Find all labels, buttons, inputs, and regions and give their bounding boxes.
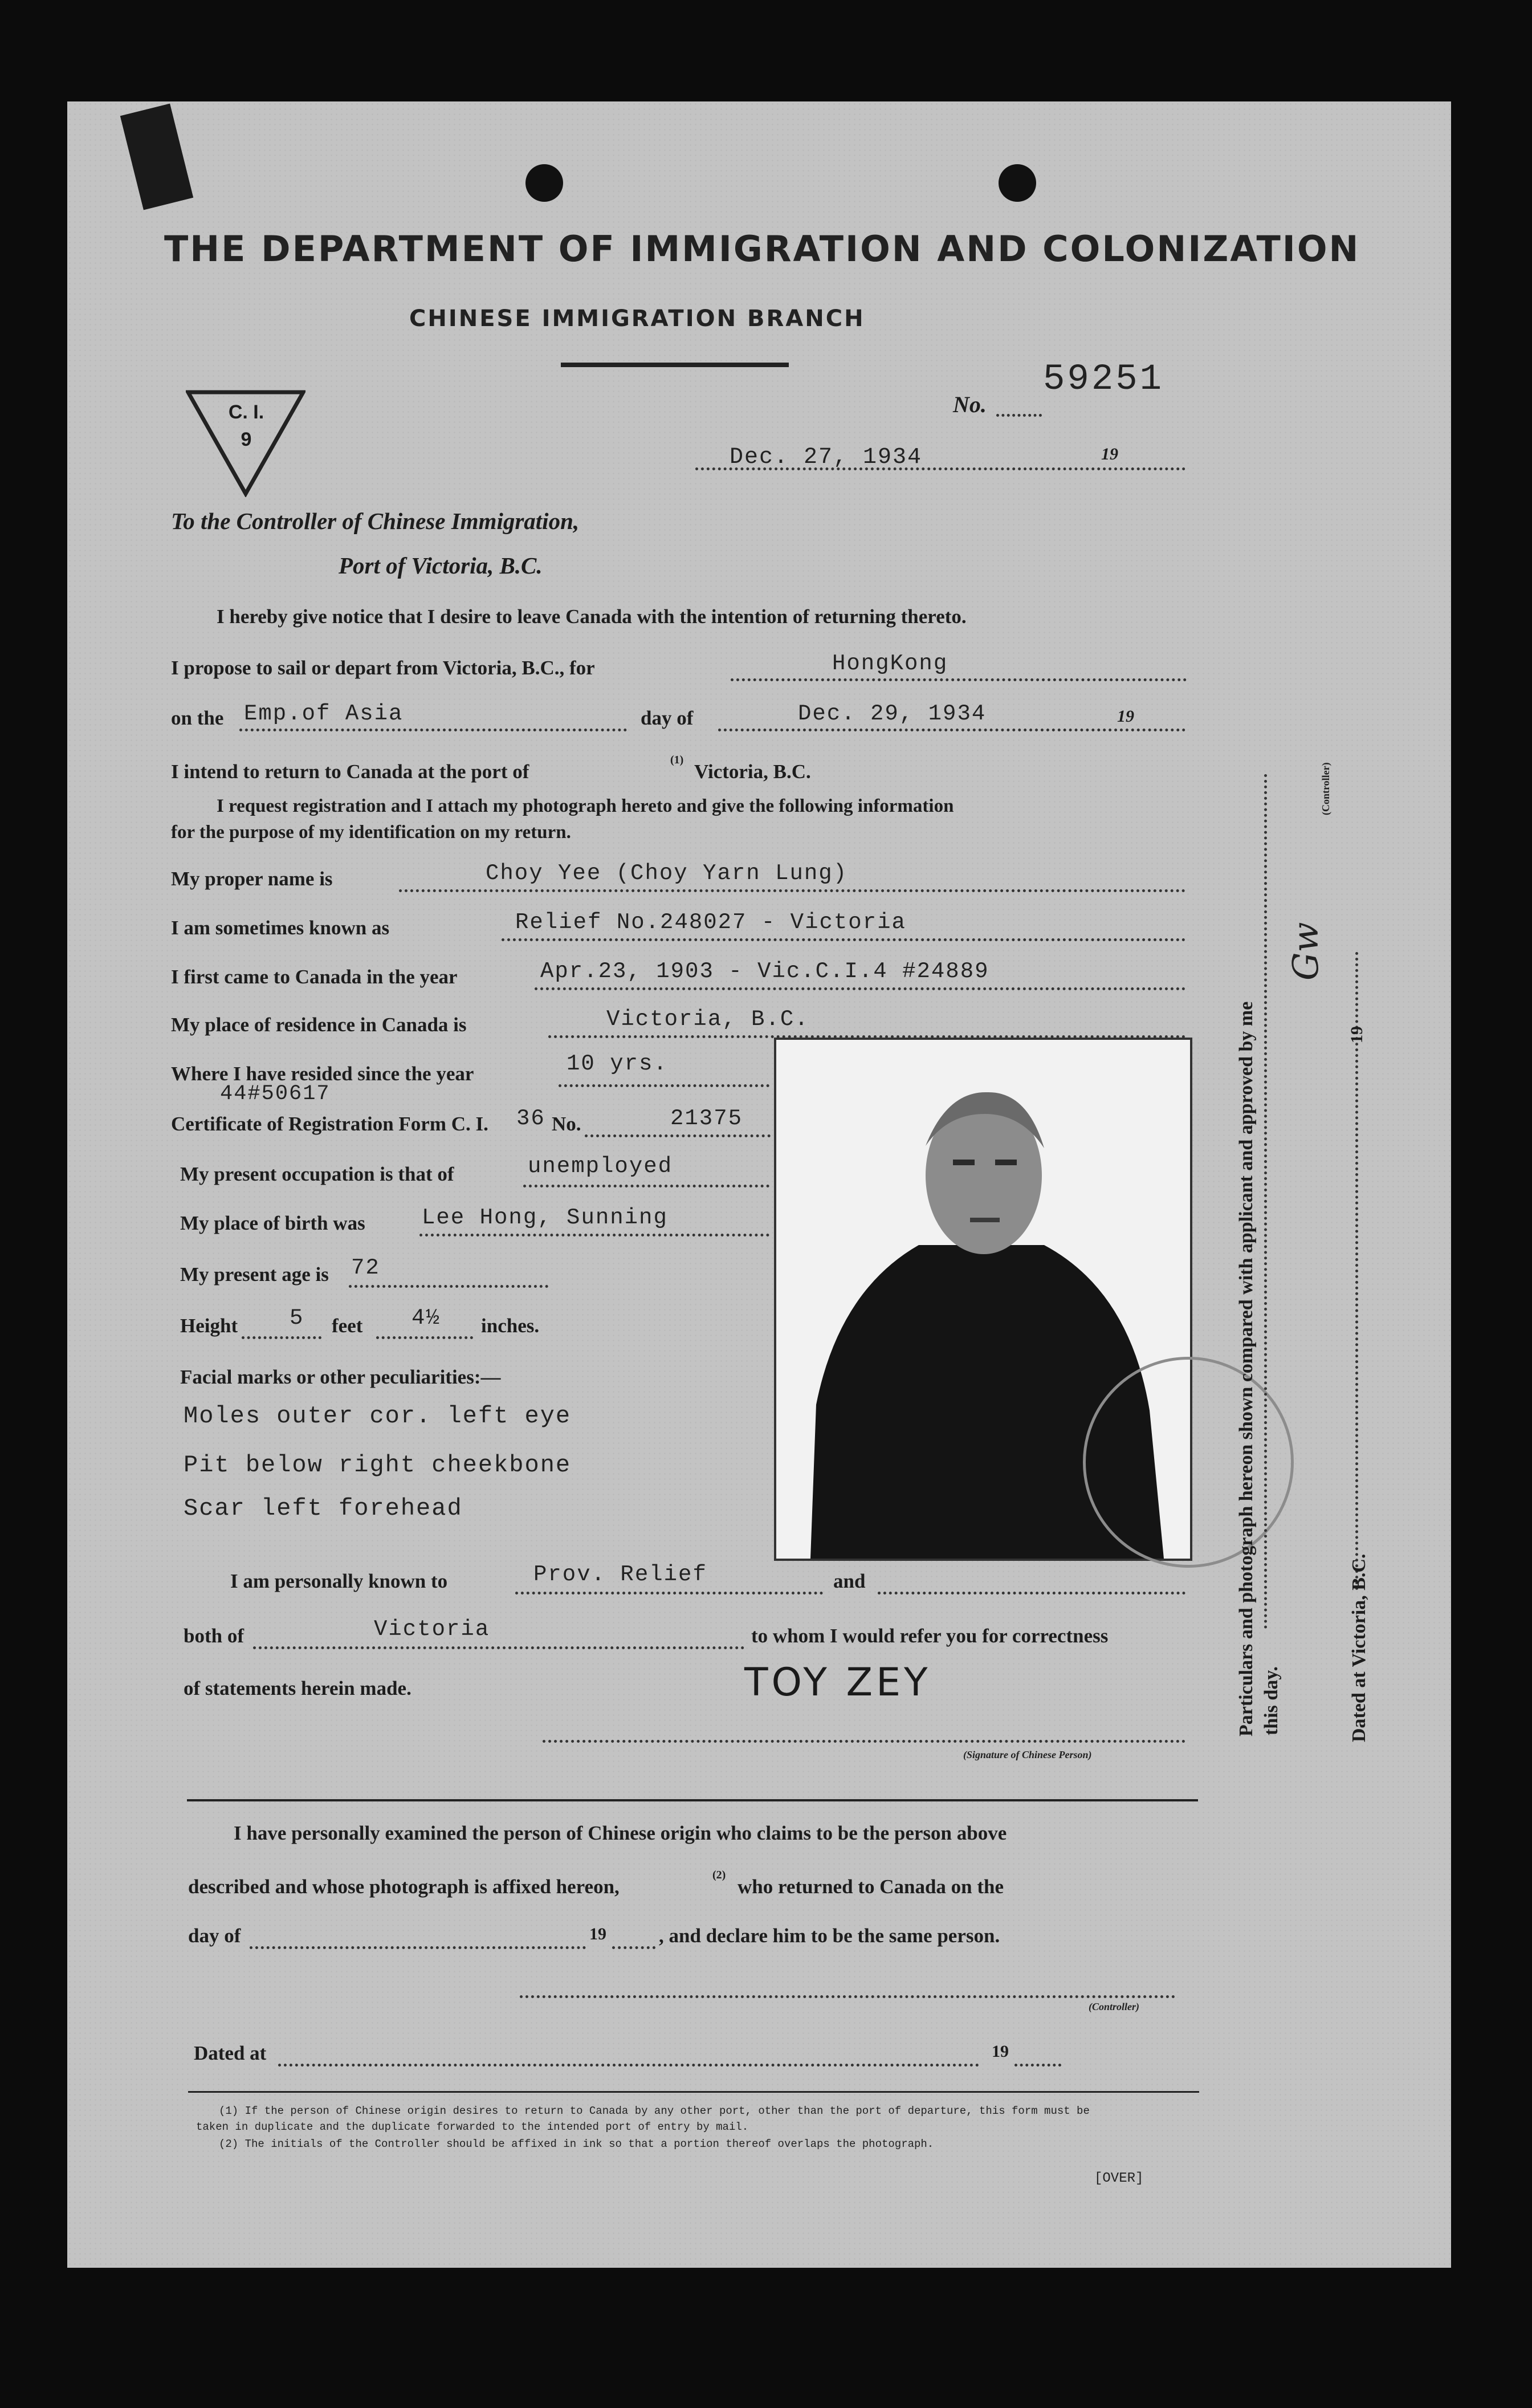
number-label: No.	[953, 392, 987, 417]
birth-value: Lee Hong, Sunning	[422, 1205, 668, 1230]
exam-line2-sup: (2)	[712, 1869, 726, 1881]
form-code-bottom: 9	[241, 429, 252, 450]
form-code-badge	[186, 389, 305, 500]
header-rule	[561, 363, 789, 367]
sail-year-suffix: 19	[1117, 707, 1134, 726]
height-feet-line	[242, 1336, 321, 1339]
sail-date-line	[718, 729, 1185, 731]
footnote-divider	[188, 2091, 1199, 2093]
and-label: and	[833, 1570, 866, 1592]
side-controller-caption: (Controller)	[1320, 762, 1331, 815]
return-port-value: Victoria, B.C.	[694, 760, 811, 783]
over-label: [OVER]	[1094, 2171, 1144, 2186]
return-superscript: (1)	[670, 754, 684, 766]
request-line1: I request registration and I attach my photograph hereto and give the following information	[217, 796, 954, 816]
known-as-line	[502, 938, 1185, 941]
known-as-value: Relief No.248027 - Victoria	[515, 910, 906, 935]
resided-since-label: Where I have resided since the year	[171, 1063, 474, 1085]
refer-label: to whom I would refer you for correctness	[751, 1625, 1109, 1647]
known-as-label: I am sometimes known as	[171, 917, 390, 939]
exam-line1: I have personally examined the person of Chinese origin who claims to be the person above	[234, 1822, 1007, 1844]
exam-controller-caption: (Controller)	[1089, 2001, 1140, 2012]
statements-label: of statements herein made.	[184, 1677, 411, 1699]
on-the-label: on the	[171, 707, 224, 729]
punch-hole-left	[525, 164, 563, 202]
exam-day-line	[250, 1946, 586, 1949]
proper-name-value: Choy Yee (Choy Yarn Lung)	[486, 861, 848, 886]
mark-3: Scar left forehead	[184, 1495, 463, 1522]
punch-hole-right	[999, 164, 1036, 202]
sail-date-value: Dec. 29, 1934	[798, 701, 987, 726]
side-year-suffix: 19	[1347, 1026, 1366, 1043]
age-value: 72	[351, 1255, 380, 1280]
height-inches-line	[376, 1336, 473, 1339]
branch-subtitle: CHINESE IMMIGRATION BRANCH	[409, 306, 865, 332]
certificate-label: Certificate of Registration Form C. I.	[171, 1113, 488, 1135]
certificate-no-value: 21375	[670, 1106, 743, 1131]
birth-line	[419, 1234, 769, 1236]
destination-value: HongKong	[832, 651, 948, 676]
mark-2: Pit below right cheekbone	[184, 1451, 572, 1479]
both-of-value: Victoria	[374, 1617, 490, 1642]
addressee-line2: Port of Victoria, B.C.	[339, 552, 543, 579]
inches-label: inches.	[481, 1315, 540, 1337]
occupation-label: My present occupation is that of	[180, 1163, 454, 1185]
side-approval-line	[1264, 774, 1272, 1629]
notice-text: I hereby give notice that I desire to leave Canada with the intention of returning thereto.	[217, 605, 967, 628]
date-year-suffix: 19	[1101, 445, 1118, 463]
exam-controller-line	[520, 1995, 1175, 1998]
height-inches-value: 4½	[411, 1305, 441, 1331]
department-title: THE DEPARTMENT OF IMMIGRATION AND COLONIZATION	[164, 228, 1360, 270]
exam-dated-at-label: Dated at	[194, 2042, 267, 2064]
occupation-value: unemployed	[528, 1154, 673, 1179]
age-line	[349, 1285, 548, 1288]
exam-dated-year-line	[1014, 2064, 1061, 2067]
both-of-line	[253, 1646, 744, 1649]
exam-year-line	[612, 1946, 655, 1949]
sail-label: I propose to sail or depart from Victoria, B.C., for	[171, 657, 595, 679]
form-number: 59251	[1043, 359, 1164, 400]
marks-label: Facial marks or other peculiarities:—	[180, 1366, 501, 1388]
first-came-label: I first came to Canada in the year	[171, 966, 458, 988]
exam-line2: described and whose photograph is affixed hereon,	[188, 1876, 620, 1898]
exam-year: 19	[589, 1925, 606, 1943]
proper-name-line	[399, 889, 1185, 892]
signature-line	[543, 1740, 1185, 1743]
postmark-stamp	[1083, 1357, 1294, 1568]
side-dated-at: Dated at Victoria, B.C.	[1348, 1553, 1370, 1742]
number-leader	[996, 414, 1042, 417]
proper-name-label: My proper name is	[171, 868, 333, 890]
feet-label: feet	[332, 1315, 363, 1337]
exam-line2-end: who returned to Canada on the	[738, 1876, 1004, 1898]
footnote-1b: taken in duplicate and the duplicate forwarded to the intended port of entry by mail.	[196, 2121, 749, 2133]
age-label: My present age is	[180, 1263, 329, 1286]
height-feet-value: 5	[290, 1305, 304, 1331]
form-date: Dec. 27, 1934	[730, 445, 923, 470]
cert-extra-value: 44#50617	[220, 1082, 331, 1106]
birth-label: My place of birth was	[180, 1212, 365, 1234]
first-came-value: Apr.23, 1903 - Vic.C.I.4 #24889	[540, 959, 989, 984]
occupation-line	[523, 1185, 769, 1187]
side-approval-text: Particulars and photograph hereon shown compared with applicant and approved by me	[1236, 1001, 1257, 1736]
residence-value: Victoria, B.C.	[606, 1007, 809, 1032]
both-of-label: both of	[184, 1625, 244, 1647]
and-line	[878, 1592, 1185, 1595]
certificate-form-value: 36	[516, 1106, 545, 1131]
signature-caption: (Signature of Chinese Person)	[963, 1749, 1092, 1760]
exam-dated-year: 19	[992, 2042, 1009, 2061]
exam-day-of-label: day of	[188, 1925, 241, 1947]
exam-line3-end: , and declare him to be the same person.	[659, 1925, 1000, 1947]
addressee-line1: To the Controller of Chinese Immigration,	[171, 508, 580, 534]
certificate-no-label: No.	[552, 1113, 581, 1135]
return-label: I intend to return to Canada at the port of	[171, 760, 529, 783]
side-date-line	[1355, 952, 1363, 1591]
side-this-day: this day.	[1261, 1666, 1282, 1735]
height-label: Height	[180, 1315, 238, 1337]
applicant-signature: TOY ZEY	[744, 1660, 931, 1705]
mark-1: Moles outer cor. left eye	[184, 1402, 572, 1430]
day-of-label: day of	[641, 707, 694, 729]
first-came-line	[535, 987, 1185, 990]
exam-dated-line	[278, 2064, 979, 2067]
ship-value: Emp.of Asia	[244, 701, 404, 726]
known-to-label: I am personally known to	[230, 1570, 448, 1592]
section-divider	[187, 1799, 1198, 1801]
footnote-2: (2) The initials of the Controller should be affixed in ink so that a portion thereof overlaps the photograph.	[219, 2138, 934, 2150]
form-code-top: C. I.	[228, 401, 264, 423]
request-line2: for the purpose of my identification on my return.	[171, 822, 571, 843]
ship-line	[239, 729, 627, 731]
residence-label: My place of residence in Canada is	[171, 1014, 467, 1036]
controller-initials: Gw	[1285, 922, 1326, 981]
resided-since-value: 10 yrs.	[567, 1051, 668, 1076]
known-to-value: Prov. Relief	[533, 1562, 707, 1587]
destination-line	[731, 678, 1187, 681]
known-to-line	[515, 1592, 823, 1595]
resided-since-line	[559, 1084, 769, 1087]
certificate-no-line	[585, 1134, 771, 1137]
footnote-1: (1) If the person of Chinese origin desires to return to Canada by any other port, other than the port of departure, this form must be	[219, 2105, 1090, 2117]
